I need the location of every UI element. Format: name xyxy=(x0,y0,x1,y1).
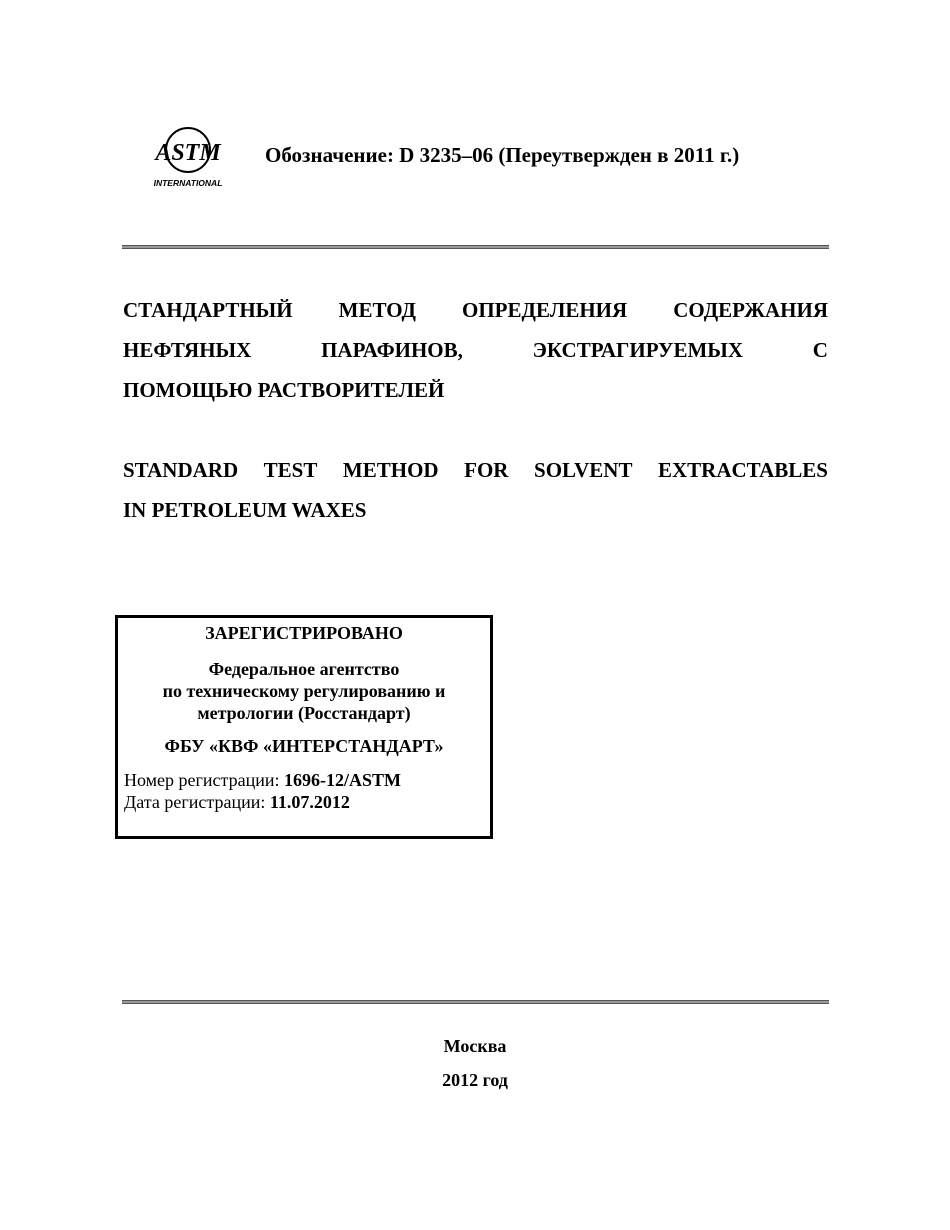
registration-box xyxy=(115,615,493,839)
logo-text: ASTM xyxy=(155,140,221,166)
title-english xyxy=(123,450,828,530)
registration-heading: ЗАРЕГИСТРИРОВАНО xyxy=(205,623,403,643)
title-ru-line-2: НЕФТЯНЫХ ПАРАФИНОВ, ЭКСТРАГИРУЕМЫХ С xyxy=(123,338,828,362)
registration-info xyxy=(124,769,490,813)
title-ru-line-3: ПОМОЩЬЮ РАСТВОРИТЕЛЕЙ xyxy=(123,378,445,402)
bottom-divider xyxy=(122,1000,829,1004)
publication-year: 2012 год xyxy=(442,1070,508,1090)
registration-date: Дата регистрации: 11.07.2012 xyxy=(124,792,350,812)
astm-logo xyxy=(150,122,226,190)
registration-agency: Федеральное агентство по техническому регулированию и метрологии (Росстандарт) xyxy=(162,659,446,723)
title-russian xyxy=(123,290,828,410)
title-ru-line-1: СТАНДАРТНЫЙ МЕТОД ОПРЕДЕЛЕНИЯ СОДЕРЖАНИЯ xyxy=(123,298,828,322)
top-divider xyxy=(122,245,829,249)
logo-subtext: INTERNATIONAL xyxy=(153,178,223,188)
document-designation: Обозначение: D 3235–06 (Переутвержден в 2011 г.) xyxy=(265,143,740,167)
publication-city: Москва xyxy=(443,1036,507,1056)
registration-number: Номер регистрации: 1696-12/ASTM xyxy=(124,770,402,790)
title-en-line-1: STANDARD TEST METHOD FOR SOLVENT EXTRACTABLES xyxy=(123,458,828,482)
title-en-line-2: IN PETROLEUM WAXES xyxy=(123,498,367,522)
registration-organization: ФБУ «КВФ «ИНТЕРСТАНДАРТ» xyxy=(164,736,444,756)
